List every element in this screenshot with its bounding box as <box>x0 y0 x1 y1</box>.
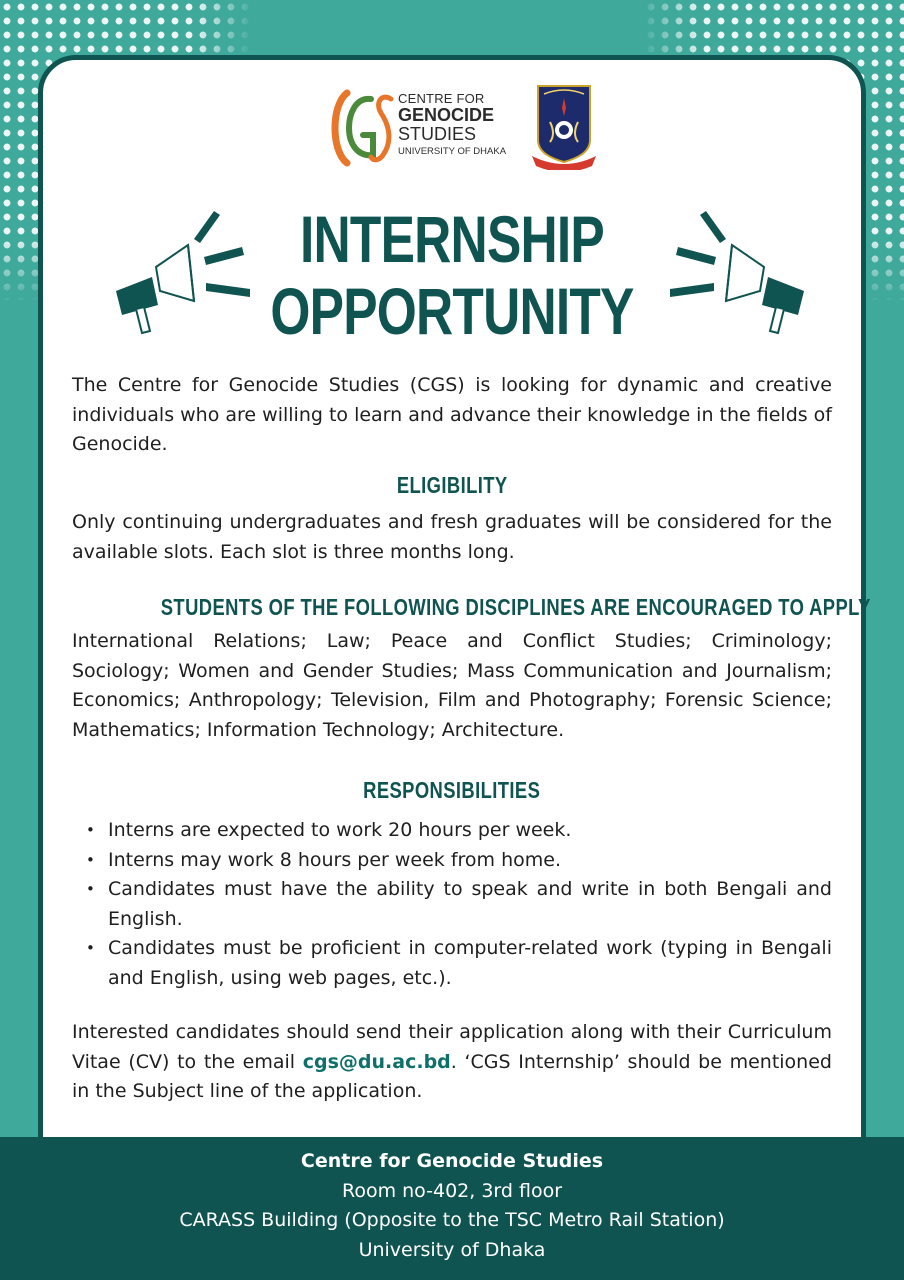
cgs-logo-mark <box>325 85 395 170</box>
logo-text-studies: STUDIES <box>398 124 477 144</box>
disciplines-heading: STUDENTS OF THE FOLLOWING DISCIPLINES ARE ENCOURAGED TO APPLY <box>160 594 871 620</box>
responsibilities-heading: RESPONSIBILITIES <box>363 777 541 803</box>
list-item: • Interns may work 8 hours per week from home. <box>72 846 832 876</box>
university-seal-icon <box>530 82 598 170</box>
apply-text-after: . ‘CGS Internship’ should be mentioned in the Subject line of the application. <box>72 1050 832 1102</box>
logo-text-genocide: GENOCIDE <box>398 105 495 125</box>
footer-room: Room no-402, 3rd floor <box>341 1179 563 1202</box>
logo-text-university: UNIVERSITY OF DHAKA <box>398 146 507 157</box>
responsibilities-list <box>72 816 832 993</box>
footer-building: CARASS Building (Opposite to the TSC Metro Rail Station) <box>179 1209 725 1231</box>
eligibility-heading: ELIGIBILITY <box>396 472 508 498</box>
title-line-2: OPPORTUNITY <box>270 274 634 348</box>
title-line-1: INTERNSHIP <box>300 202 604 276</box>
footer <box>0 1137 904 1280</box>
megaphone-left-icon <box>108 205 258 335</box>
cgs-logo <box>325 85 515 170</box>
eligibility-text: Only continuing undergraduates and fresh graduates will be considered for the available slots. Each slot is three months long. <box>72 511 832 563</box>
megaphone-right-icon <box>662 205 812 335</box>
footer-university: University of Dhaka <box>358 1238 546 1261</box>
list-item: • Candidates must be proficient in computer-related work (typing in Bengali and English, using web pages, etc.). <box>72 934 832 993</box>
apply-text-before: Interested candidates should send their application along with their Curriculum Vitae (CV) to the email <box>72 1021 832 1073</box>
email-link[interactable]: cgs@du.ac.bd <box>302 1050 451 1073</box>
list-item: • Candidates must have the ability to speak and write in both Bengali and English. <box>72 875 832 934</box>
list-item: • Interns are expected to work 20 hours per week. <box>72 816 832 846</box>
logo-text-centre-for: CENTRE FOR <box>398 91 485 106</box>
footer-org: Centre for Genocide Studies <box>300 1150 604 1172</box>
disciplines-text: International Relations; Law; Peace and Conflict Studies; Criminology; Sociology; Women and Gender Studies; Mass Communication and Journalism; Economics; Anthropology; Television, Film and Photography; Forensic Science; Mathematics; Information Technology; Architecture. <box>72 630 832 741</box>
apply-paragraph <box>72 1018 832 1107</box>
page-title <box>255 203 648 347</box>
intro-paragraph: The Centre for Genocide Studies (CGS) is looking for dynamic and creative individuals who are willing to learn and advance their knowledge in the fields of Genocide. <box>72 374 832 455</box>
